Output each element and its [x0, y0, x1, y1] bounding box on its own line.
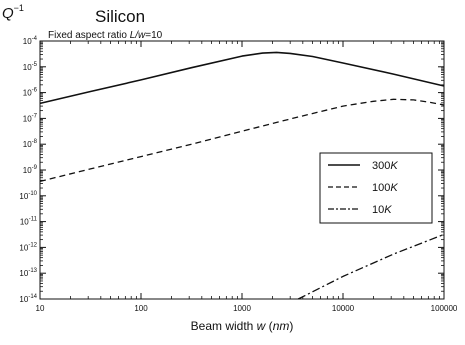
y-tick-label: $10^{-13}$	[19, 268, 37, 279]
legend-label-10K: 10K	[372, 204, 392, 216]
series-line-10K	[298, 234, 444, 299]
x-tick-label: 100	[134, 304, 148, 313]
chart-title: Silicon	[95, 7, 146, 26]
y-tick-label: $10^{-11}$	[19, 216, 37, 227]
y-tick-label: $10^{-9}$	[22, 165, 37, 175]
x-tick-label: 10	[35, 304, 45, 313]
y-tick-label: $10^{-14}$	[19, 294, 37, 304]
legend-label-300K: 300K	[372, 160, 398, 172]
y-tick-label: $10^{-12}$	[19, 242, 37, 253]
aspect-ratio-annotation: Fixed aspect ratio L/w=10	[48, 30, 163, 41]
y-tick-label: $10^{-8}$	[22, 139, 37, 150]
y-tick-labels	[19, 36, 37, 304]
y-tick-label: $10^{-5}$	[22, 61, 37, 72]
legend-label-100K: 100K	[372, 182, 398, 194]
y-tick-label: $10^{-7}$	[22, 113, 37, 124]
x-tick-labels	[36, 304, 458, 313]
x-tick-label: 1000	[233, 304, 251, 313]
y-tick-label: $10^{-6}$	[22, 87, 37, 98]
legend	[320, 153, 432, 223]
series-line-300K	[40, 52, 444, 103]
y-tick-label: $10^{-4}$	[22, 36, 37, 46]
x-axis-label: Beam width w (nm)	[190, 319, 294, 333]
y-tick-label: $10^{-10}$	[19, 190, 37, 201]
y-axis-label: $Q^{-1}$	[2, 3, 24, 22]
x-tick-label: 10000	[331, 304, 355, 313]
x-tick-label: 100000	[430, 304, 458, 313]
